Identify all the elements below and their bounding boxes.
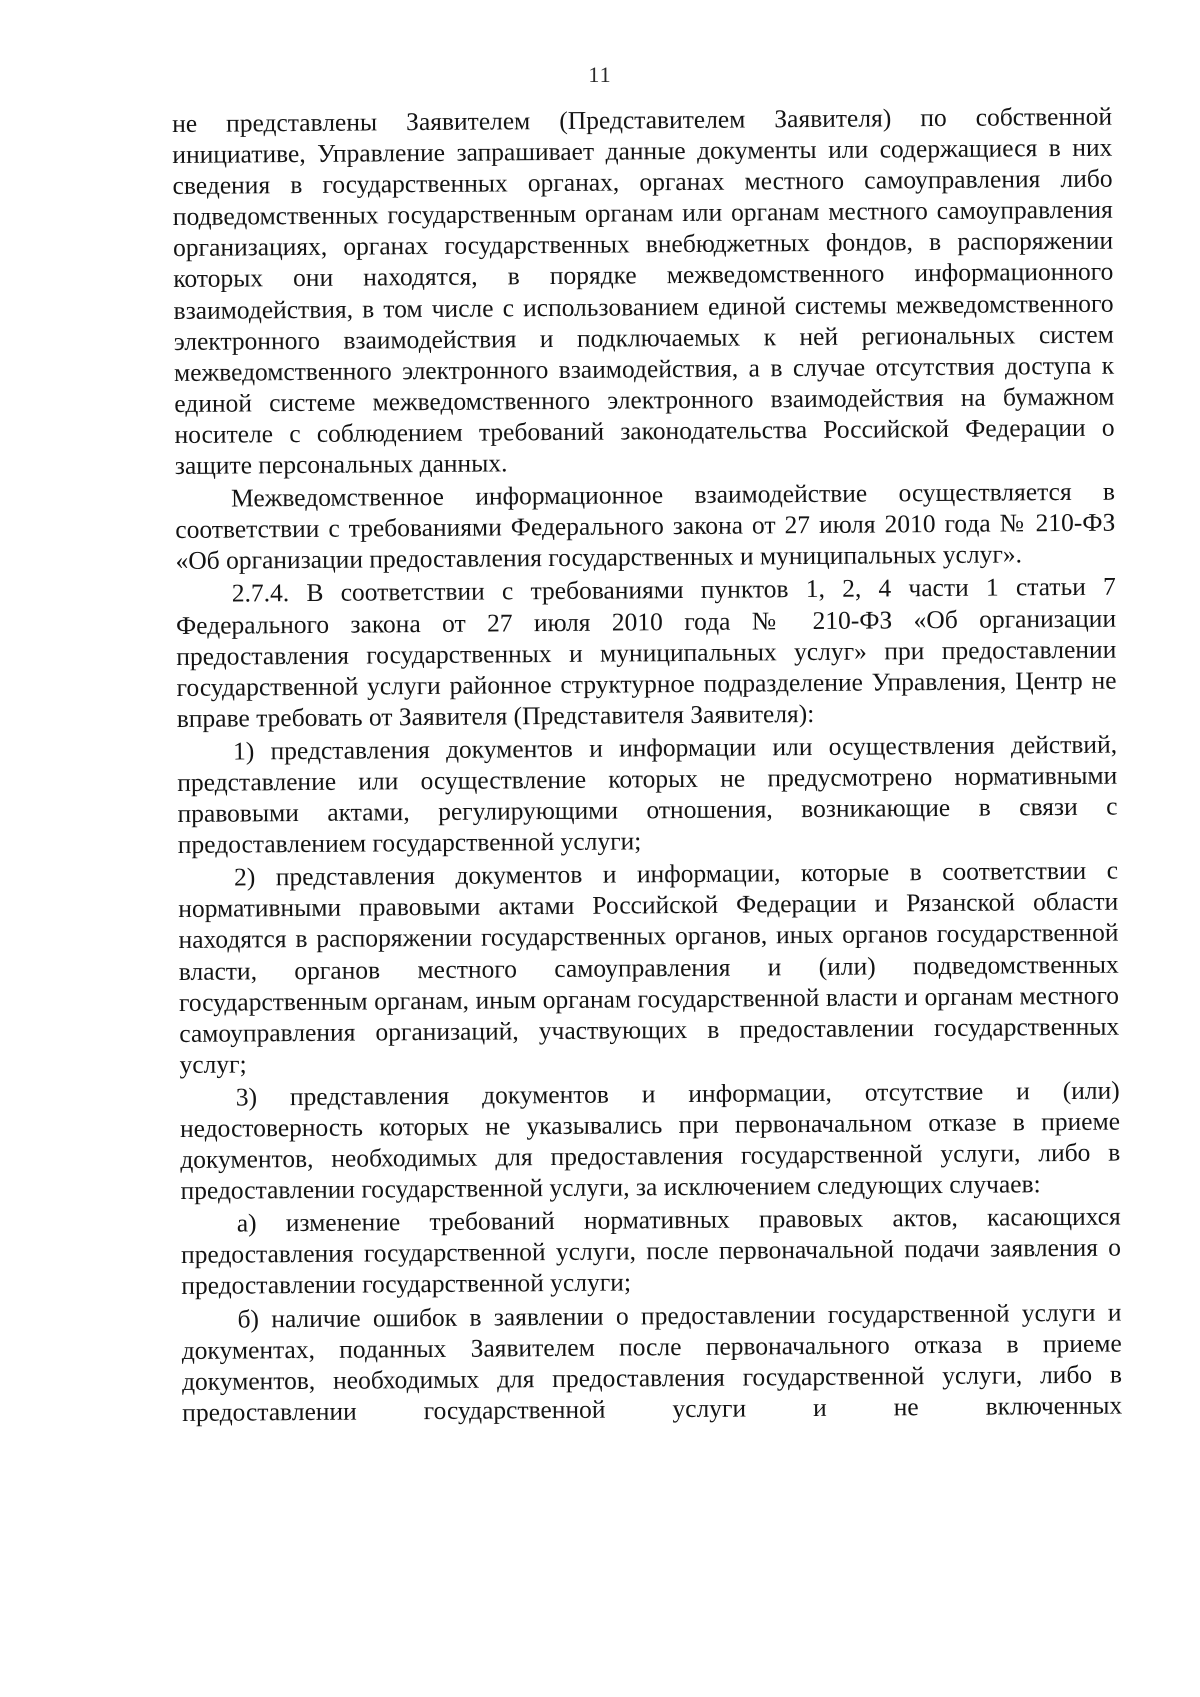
- page-number: 11: [588, 62, 612, 87]
- document-body: [172, 101, 1122, 1428]
- sub-item-a: а) изменение требований нормативных правовых актов, касающихся предоставления государственной услуги, после первоначальной подачи заявления о предоставлении государственной услуги;: [180, 1201, 1122, 1301]
- list-item-2: 2) представления документов и информации, которые в соответствии с нормативными правовыми актами Российской Федерации и Рязанской области находятся в распоряжении государственных органов, иных органов государственной власти, органов местного самоуправления и (или) подведомственных государственным органам, иным органам государственной власти и органам местного самоуправления организаций, участвующих в предоставлении государственных услуг;: [178, 855, 1120, 1079]
- paragraph-request-documents: не представлены Заявителем (Представителем Заявителя) по собственной инициативе, Управление запрашивает данные документы или содержащиеся в них сведения в государственных органах, органах местного самоуправления либо подведомственных государственным органам или органам местного самоуправления организациях, органах государственных внебюджетных фондов, в распоряжении которых они находятся, в порядке межведомственного информационного взаимодействия, в том числе с использованием единой системы межведомственного электронного взаимодействия и подключаемых к ней региональных систем межведомственного электронного взаимодействия, а в случае отсутствия доступа к единой системе межведомственного электронного взаимодействия на бумажном носителе с соблюдением требований законодательства Российской Федерации о защите персональных данных.: [172, 101, 1115, 481]
- list-item-1: 1) представления документов и информации или осуществления действий, представление или осуществление которых не предусмотрено нормативными правовыми актами, регулирующими отношения, возникающие в связи с предоставлением государственной услуги;: [177, 729, 1118, 860]
- sub-item-b: б) наличие ошибок в заявлении о предоставлении государственной услуги и документах, поданных Заявителем после первоначального отказа в приеме документов, необходимых для предоставления государственной услуги, либо в предоставлении государственной услуги и не включенных: [181, 1297, 1123, 1427]
- paragraph-2-7-4: 2.7.4. В соответствии с требованиями пунктов 1, 2, 4 части 1 статьи 7 Федерального закона от 27 июля 2010 года № 210-ФЗ «Об организации предоставления государственных и муниципальных услуг» при предоставлении государственной услуги районное структурное подразделение Управления, Центр не вправе требовать от Заявителя (Представителя Заявителя):: [175, 572, 1117, 733]
- paragraph-interagency-interaction: Межведомственное информационное взаимодействие осуществляется в соответствии с требованиями Федерального закона от 27 июля 2010 года № 210-ФЗ «Об организации предоставления государственных и муниципальных услуг».: [175, 476, 1116, 576]
- list-item-3: 3) представления документов и информации, отсутствие и (или) недостоверность которых не указывались при первоначальном отказе в приеме документов, необходимых для предоставления государственной услуги, либо в предоставлении государственной услуги, за исключением следующих случаев:: [179, 1075, 1121, 1206]
